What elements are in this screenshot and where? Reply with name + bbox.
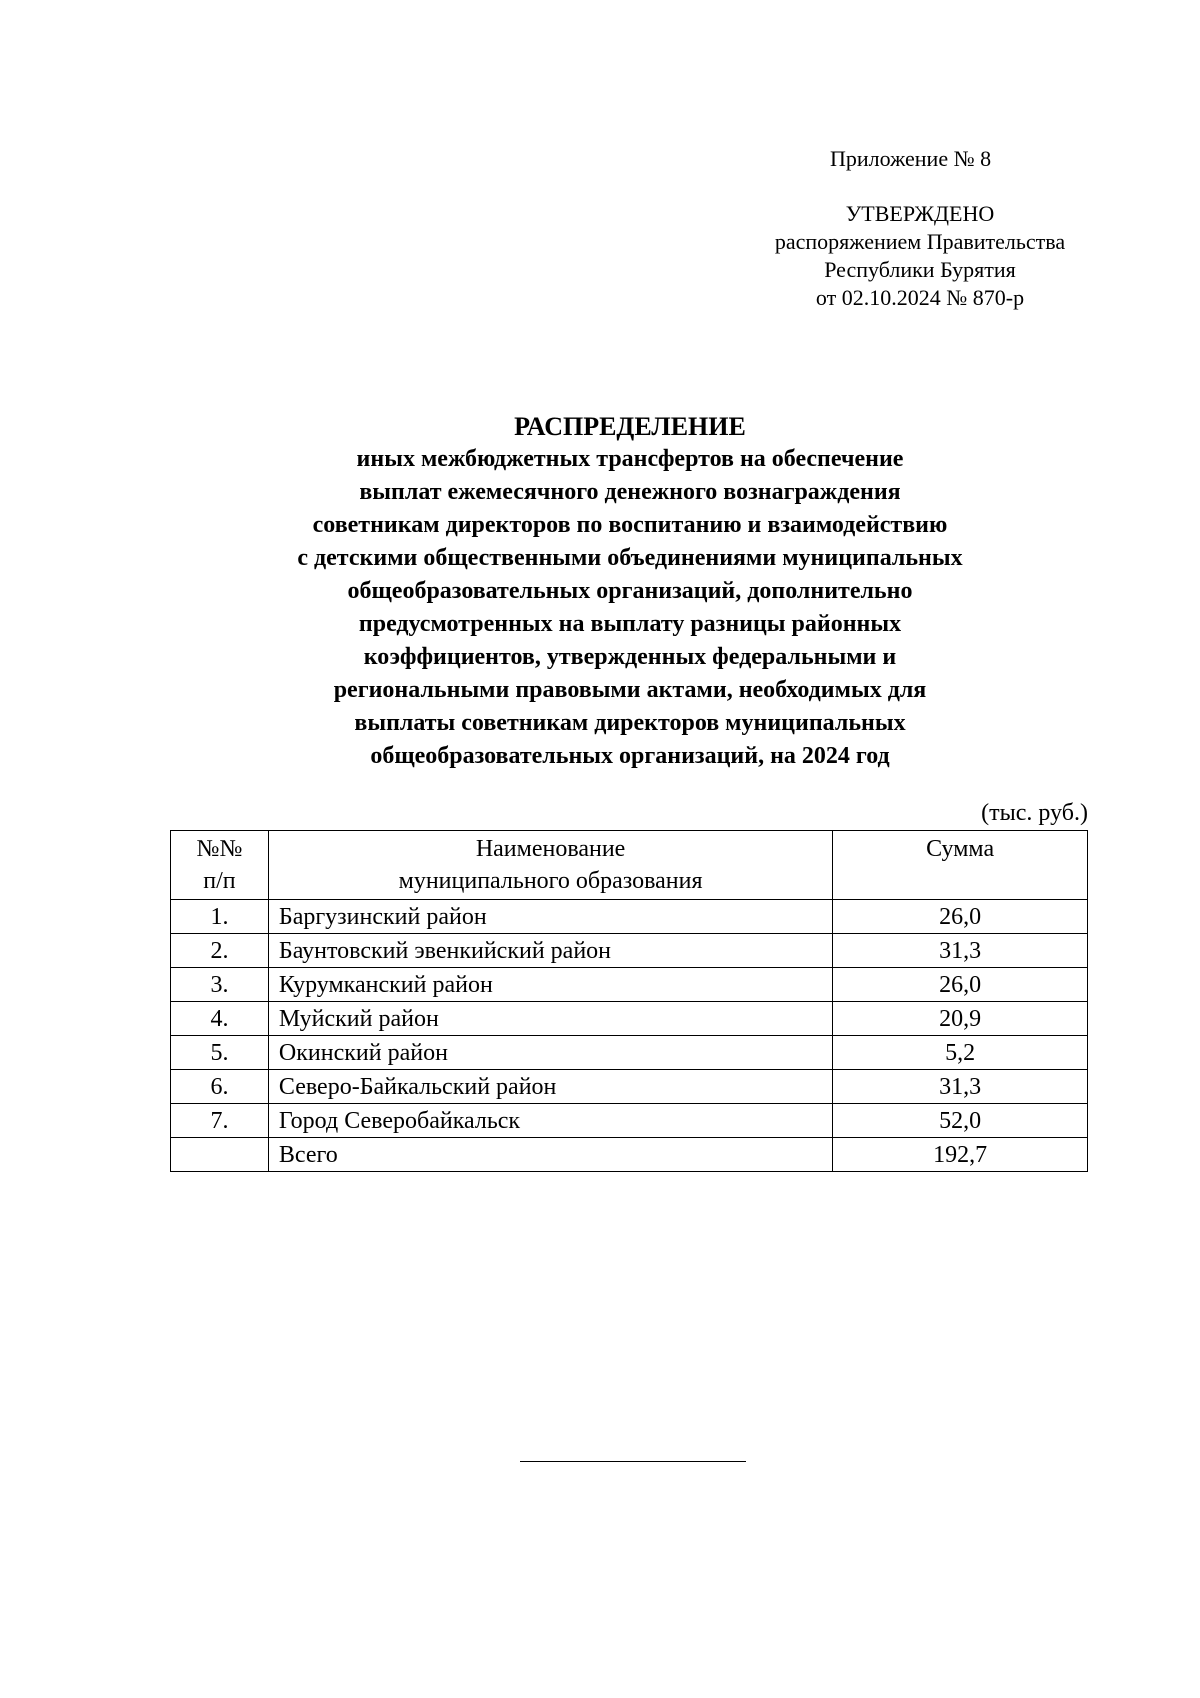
table-header-row — [171, 831, 1088, 900]
title-main: РАСПРЕДЕЛЕНИЕ — [514, 412, 746, 441]
appendix-label: Приложение № 8 — [830, 146, 992, 171]
header-sum — [833, 831, 1088, 900]
approval-line: распоряжением Правительства — [774, 229, 1066, 254]
row-sum: 52,0 — [833, 1104, 1088, 1138]
row-num: 5. — [171, 1036, 269, 1070]
row-name: Окинский район — [268, 1036, 832, 1070]
row-sum: 26,0 — [833, 968, 1088, 1002]
table-row — [171, 968, 1088, 1002]
row-name: Северо-Байкальский район — [268, 1070, 832, 1104]
row-name: Курумканский район — [268, 968, 832, 1002]
title-line: предусмотренных на выплату разницы районных — [358, 611, 902, 637]
footer-divider — [520, 1461, 746, 1462]
approval-block — [740, 200, 1100, 312]
total-sum: 192,7 — [833, 1138, 1088, 1172]
title-line: советникам директоров по воспитанию и взаимодействию — [312, 512, 948, 538]
row-name: Баргузинский район — [268, 900, 832, 934]
row-sum: 31,3 — [833, 1070, 1088, 1104]
row-num: 7. — [171, 1104, 269, 1138]
row-name: Муйский район — [268, 1002, 832, 1036]
title-line: региональными правовыми актами, необходимых для — [333, 677, 927, 703]
header-num-line: п/п — [203, 868, 236, 894]
row-num: 4. — [171, 1002, 269, 1036]
header-num — [171, 831, 269, 900]
title-line: общеобразовательных организаций, дополнительно — [347, 578, 913, 604]
row-num: 2. — [171, 934, 269, 968]
approval-line: Республики Бурятия — [824, 257, 1016, 282]
row-num: 6. — [171, 1070, 269, 1104]
row-sum: 31,3 — [833, 934, 1088, 968]
title-line: иных межбюджетных трансфертов на обеспечение — [356, 446, 904, 472]
row-num: 3. — [171, 968, 269, 1002]
approval-line: от 02.10.2024 № 870-р — [815, 285, 1025, 310]
table-total-row — [171, 1138, 1088, 1172]
table-row — [171, 900, 1088, 934]
row-name: Город Северобайкальск — [268, 1104, 832, 1138]
table-row — [171, 1036, 1088, 1070]
header-name-line: Наименование — [475, 836, 626, 862]
row-sum: 5,2 — [833, 1036, 1088, 1070]
row-sum: 20,9 — [833, 1002, 1088, 1036]
header-num-line: №№ — [196, 836, 243, 862]
header-name-line: муниципального образования — [398, 868, 703, 894]
title-line: выплат ежемесячного денежного вознаграждения — [359, 479, 901, 505]
table-row — [171, 934, 1088, 968]
approval-line: УТВЕРЖДЕНО — [845, 201, 995, 226]
title-line: с детскими общественными объединениями муниципальных — [297, 545, 963, 571]
total-num — [171, 1138, 269, 1172]
document-title — [150, 410, 1110, 773]
header-sum-line: Сумма — [926, 836, 995, 862]
row-num: 1. — [171, 900, 269, 934]
units-label: (тыс. руб.) — [981, 800, 1088, 826]
header-name — [268, 831, 832, 900]
distribution-table — [170, 830, 1088, 1172]
table-row — [171, 1070, 1088, 1104]
row-name: Баунтовский эвенкийский район — [268, 934, 832, 968]
row-sum: 26,0 — [833, 900, 1088, 934]
title-line: общеобразовательных организаций, на 2024 год — [370, 743, 890, 769]
table-row — [171, 1002, 1088, 1036]
total-label: Всего — [268, 1138, 832, 1172]
title-line: коэффициентов, утвержденных федеральными и — [363, 644, 897, 670]
title-line: выплаты советникам директоров муниципальных — [354, 710, 906, 736]
table-row — [171, 1104, 1088, 1138]
